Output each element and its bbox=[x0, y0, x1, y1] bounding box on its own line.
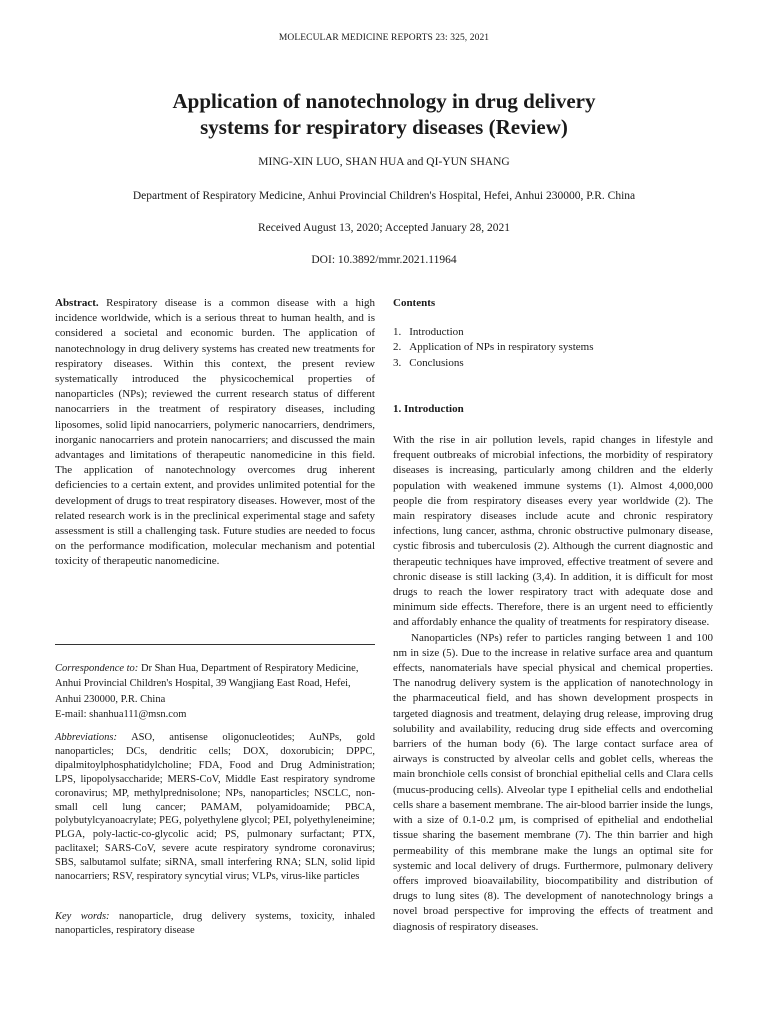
abbreviations-note bbox=[55, 731, 375, 884]
doi: DOI: 10.3892/mmr.2021.11964 bbox=[311, 254, 457, 266]
abstract bbox=[55, 296, 375, 570]
article-title-line-2: systems for respiratory diseases (Review) bbox=[200, 115, 568, 139]
keywords-label: Key words: bbox=[55, 911, 110, 922]
body-paragraph: Nanoparticles (NPs) refer to particles ranging between 1 and 100 nm in size (5). Due to the increase in relative surface area and quantum effects, nanomaterials have special physical and chemical properties. The nanodrug delivery system is the application of nanotechnology in the pharmaceutical field, and has shown development prospects in targeted diagnosis and treatment, delaying drug release, improving drug solubility and availability, reducing drug side effects and overcoming barriers of the human body (6). The large contact surface area of airways is constructed by alveolar cells and goblet cells, whereas the main bronchiole cells consist of bronchial epithelial cells and Clara cells (mucus-producing cells). Alveolar type I epithelial cells and endothelial cells share a basement membrane. The air-blood barrier inside the lungs, with a size of 0.1-0.2 μm, is comprised of epithelial and endothelial tissue sharing the basement membrane (7). The thin barrier and high permeability of this membrane make the lungs an optimal site for systemic and local delivery of drugs. Furthermore, pulmonary delivery offers improved bioavailability, biocompatibility and distribution of drugs to lung sites (8). The development of nanotechnology brings a novel broad perspective for improving the effects of treatment and diagnosis of respiratory diseases. bbox=[393, 631, 713, 933]
right-column bbox=[393, 296, 713, 935]
contents-item-number: 1. bbox=[393, 326, 402, 339]
correspondence-text: Dr Shan Hua, Department of Respiratory Medicine, Anhui Provincial Children's Hospital, 39 Wangjiang East Road, Hefei, Anhui 230000, P.R. China bbox=[55, 663, 359, 705]
contents-heading: Contents bbox=[393, 297, 436, 309]
abstract-label: Abstract. bbox=[55, 297, 99, 309]
body-paragraph: With the rise in air pollution levels, rapid changes in lifestyle and frequent outbreaks of microbial infections, the morbidity of respiratory diseases is increasing, particularly among children and the elderly population with weakened immune systems (1). Almost 4,000,000 people die from respiratory diseases every year worldwide (2). The main respiratory diseases include acute and chronic respiratory infections, lung cancer, asthma, chronic obstructive pulmonary disease, cystic fibrosis and tuberculosis (2). Although the current diagnostic and therapeutic techniques have improved, effective treatment of severe and chronic disease is still lacking (3,4). In addition, it is difficult for most drugs to reach the lower respiratory tract with adequate dose and minimum side effects. Therefore, there is an urgent need to efficiently and affordably enhance the quality of treatments for respiratory disease. bbox=[393, 434, 713, 629]
abbreviations-label: Abbreviations: bbox=[55, 732, 118, 743]
received-accepted-dates: Received August 13, 2020; Accepted January 28, 2021 bbox=[258, 222, 510, 234]
correspondence-note bbox=[55, 661, 375, 722]
contents-list bbox=[393, 325, 713, 371]
affiliation: Department of Respiratory Medicine, Anhui Provincial Children's Hospital, Hefei, Anhui 230000, P.R. China bbox=[132, 190, 636, 202]
left-column bbox=[55, 296, 375, 570]
footnote-divider bbox=[55, 644, 375, 645]
correspondence-label: Correspondence to: bbox=[55, 663, 139, 674]
contents-item-number: 2. bbox=[393, 341, 402, 354]
article-title bbox=[84, 88, 684, 140]
article-title-line-1: Application of nanotechnology in drug delivery bbox=[172, 89, 596, 113]
abbreviations-text: ASO, antisense oligonucleotides; AuNPs, gold nanoparticles; DCs, dendritic cells; DOX, doxorubicin; DPPC, dipalmitoylphosphatidylcholine; FDA, Food and Drug Administration; LPS, lipopolysaccharide; MERS-CoV, Middle East respiratory syndrome coronavirus; MP, methylprednisolone; NPs, nanoparticles; NSCLC, non-small cell lung cancer; PAMAM, polyamidoamide; PBCA, polybutylcyanoacrylate; PEG, polyethylene glycol; PEI, polyethyleneimine; PLGA, poly-lactic-co-glycolic acid; PS, pulmonary surfactant; PTX, paclitaxel; SARS-CoV, severe acute respiratory syndrome coronavirus; SBS, salbutamol sulfate; siRNA, small interfering RNA; SLN, solid lipid nanocarriers; RSV, respiratory syncytial virus; VLPs, virus-like particles bbox=[55, 732, 376, 883]
keywords-note bbox=[55, 910, 375, 938]
contents-item bbox=[393, 325, 713, 340]
author-list: MING-XIN LUO, SHAN HUA and QI-YUN SHANG bbox=[258, 156, 510, 168]
contents-item-label: Conclusions bbox=[409, 356, 464, 369]
contents-item bbox=[393, 356, 713, 371]
contents-item bbox=[393, 340, 713, 355]
keywords-text: nanoparticle, drug delivery systems, toxicity, inhaled nanoparticles, respiratory disease bbox=[55, 911, 375, 936]
correspondence-email: E-mail: shanhua111@msn.com bbox=[55, 708, 187, 720]
section-heading-introduction: 1. Introduction bbox=[393, 402, 464, 415]
abstract-text: Respiratory disease is a common disease with a high incidence worldwide, which is a serious threat to human health, and is considered a societal and economic burden. The application of nanotechnology in drug delivery systems has created new treatments for respiratory diseases. Within this context, the present review systematically introduced the physicochemical properties of nanoparticles (NPs); reviewed the current research status of different nanocarriers in the treatment of respiratory diseases, including liposomes, solid lipid nanocarriers, polymeric nanocarriers, dendrimers, inorganic nanocarriers and protein nanocarriers; and discussed the main advantages and limitations of therapeutic nanomedicine in this field. The application of nanotechnology overcomes drug inherent deficiencies to a certain extent, and provides unlimited potential for the development of drugs to treat respiratory diseases. However, most of the related research work is in the preclinical experimental stage and safety assessment is still a challenging task. Future studies are needed to focus on the performance modification, molecular mechanism and potential toxicity of therapeutic nanomedicine. bbox=[55, 297, 376, 568]
contents-item-label: Application of NPs in respiratory systems bbox=[409, 341, 594, 354]
contents-item-number: 3. bbox=[393, 356, 402, 369]
contents-item-label: Introduction bbox=[409, 326, 464, 339]
running-head: MOLECULAR MEDICINE REPORTS 23: 325, 2021 bbox=[278, 33, 490, 43]
